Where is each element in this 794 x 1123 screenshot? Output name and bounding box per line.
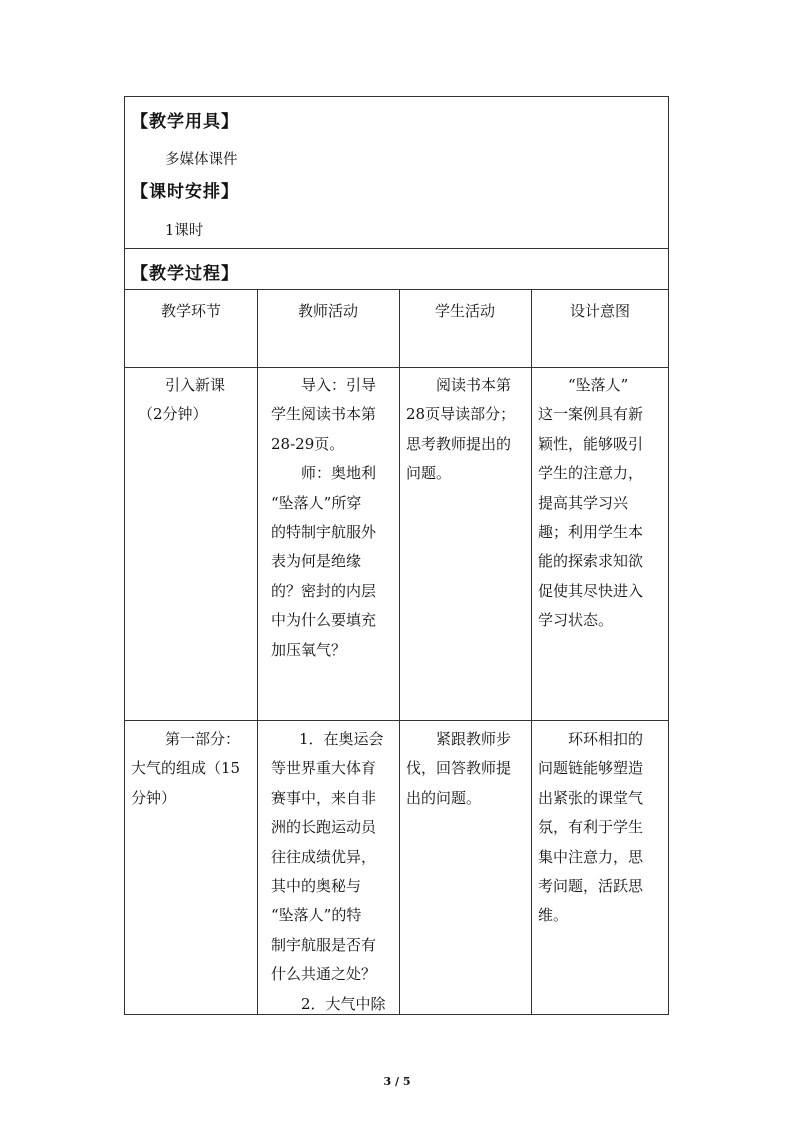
table-line: 2．大气中除 — [271, 994, 386, 1013]
row2-student — [406, 725, 528, 813]
table-line: 维。 — [538, 906, 569, 925]
header-student: 学生活动 — [434, 302, 495, 320]
table-line: 趣；利用学生本 — [538, 523, 644, 542]
table-line: 等世界重大体育 — [271, 759, 377, 778]
table-line: 28-29页。 — [271, 434, 345, 453]
tools-heading: 【教学用具】 — [131, 112, 239, 132]
table-line: 洲的长跑运动员 — [271, 818, 377, 837]
table-line: 大气的组成（15 — [131, 759, 241, 778]
table-line: 导入：引导 — [301, 376, 377, 394]
table-line: 引入新课 — [165, 376, 226, 394]
table-line: 赛事中，来自非 — [271, 788, 377, 807]
table-line: 学生的注意力， — [538, 464, 644, 483]
table-line: 学生阅读书本第 — [271, 405, 377, 424]
table-line: 颖性，能够吸引 — [538, 434, 644, 453]
table-line: 考问题，活跃思 — [538, 877, 644, 896]
table-line: 阅读书本第 — [436, 376, 512, 394]
table-line: 伐，回答教师提 — [406, 759, 512, 778]
table-line: 这一案例具有新 — [538, 405, 644, 424]
process-heading: 【教学过程】 — [131, 264, 239, 284]
row2-phase — [131, 725, 255, 813]
table-line: 的特制宇航服外 — [271, 523, 377, 542]
table-line: 的？密封的内层 — [271, 581, 377, 600]
header-phase: 教学环节 — [160, 302, 221, 320]
table-line: 28页导读部分； — [406, 405, 516, 424]
lesson-table — [124, 96, 669, 1015]
table-line: 问题链能够塑造 — [538, 759, 644, 778]
col-divider-1 — [257, 289, 258, 1014]
row1-teacher — [271, 371, 395, 665]
rule-after-process-heading — [125, 289, 668, 290]
table-line: 环环相扣的 — [568, 730, 644, 748]
table-line: 学习状态。 — [538, 611, 614, 630]
rule-after-schedule — [125, 248, 668, 249]
table-line: 氛，有利于学生 — [538, 818, 644, 837]
schedule-text: 1课时 — [165, 223, 204, 239]
schedule-heading: 【课时安排】 — [131, 182, 239, 202]
table-line: “坠落人”的特 — [271, 906, 362, 925]
row1-student — [406, 371, 528, 489]
row2-teacher — [271, 725, 395, 1019]
table-line: “坠落人”所穿 — [271, 493, 362, 512]
col-divider-2 — [399, 289, 400, 1014]
col-divider-3 — [531, 289, 532, 1014]
table-line: 制宇航服是否有 — [271, 935, 377, 954]
table-line: （2分钟） — [138, 405, 208, 424]
table-line: 第一部分： — [165, 730, 241, 748]
table-line: 出的问题。 — [406, 788, 482, 807]
table-line: 往往成绩优异， — [271, 847, 377, 866]
table-line: 集中注意力，思 — [538, 847, 644, 866]
table-line: 中为什么要填充 — [271, 611, 377, 630]
row2-intent — [538, 725, 666, 931]
header-intent: 设计意图 — [569, 302, 630, 320]
table-line: 出紧张的课堂气 — [538, 788, 644, 807]
table-line: 问题。 — [406, 464, 452, 483]
table-line: 思考教师提出的 — [406, 434, 512, 453]
table-line: 能的探索求知欲 — [538, 552, 644, 571]
page-number: 3 / 5 — [383, 1075, 411, 1088]
header-teacher: 教师活动 — [297, 302, 358, 320]
table-line: 什么共通之处？ — [271, 965, 377, 984]
table-line: 促使其尽快进入 — [538, 581, 644, 600]
table-line: 分钟） — [131, 788, 177, 807]
table-line: 师：奥地利 — [271, 464, 377, 483]
rule-after-headers — [125, 367, 668, 368]
table-line: 紧跟教师步 — [436, 730, 512, 748]
table-line: “坠落人” — [568, 376, 629, 394]
table-line: 提高其学习兴 — [538, 493, 629, 512]
rule-after-row1 — [125, 720, 668, 721]
tools-text: 多媒体课件 — [165, 152, 238, 168]
table-line: 1．在奥运会 — [299, 730, 384, 748]
row1-intent — [538, 371, 666, 636]
table-line: 其中的奥秘与 — [271, 877, 362, 896]
table-line: 加压氧气？ — [271, 640, 347, 659]
row1-phase — [125, 371, 257, 430]
table-line: 表为何是绝缘 — [271, 552, 362, 571]
